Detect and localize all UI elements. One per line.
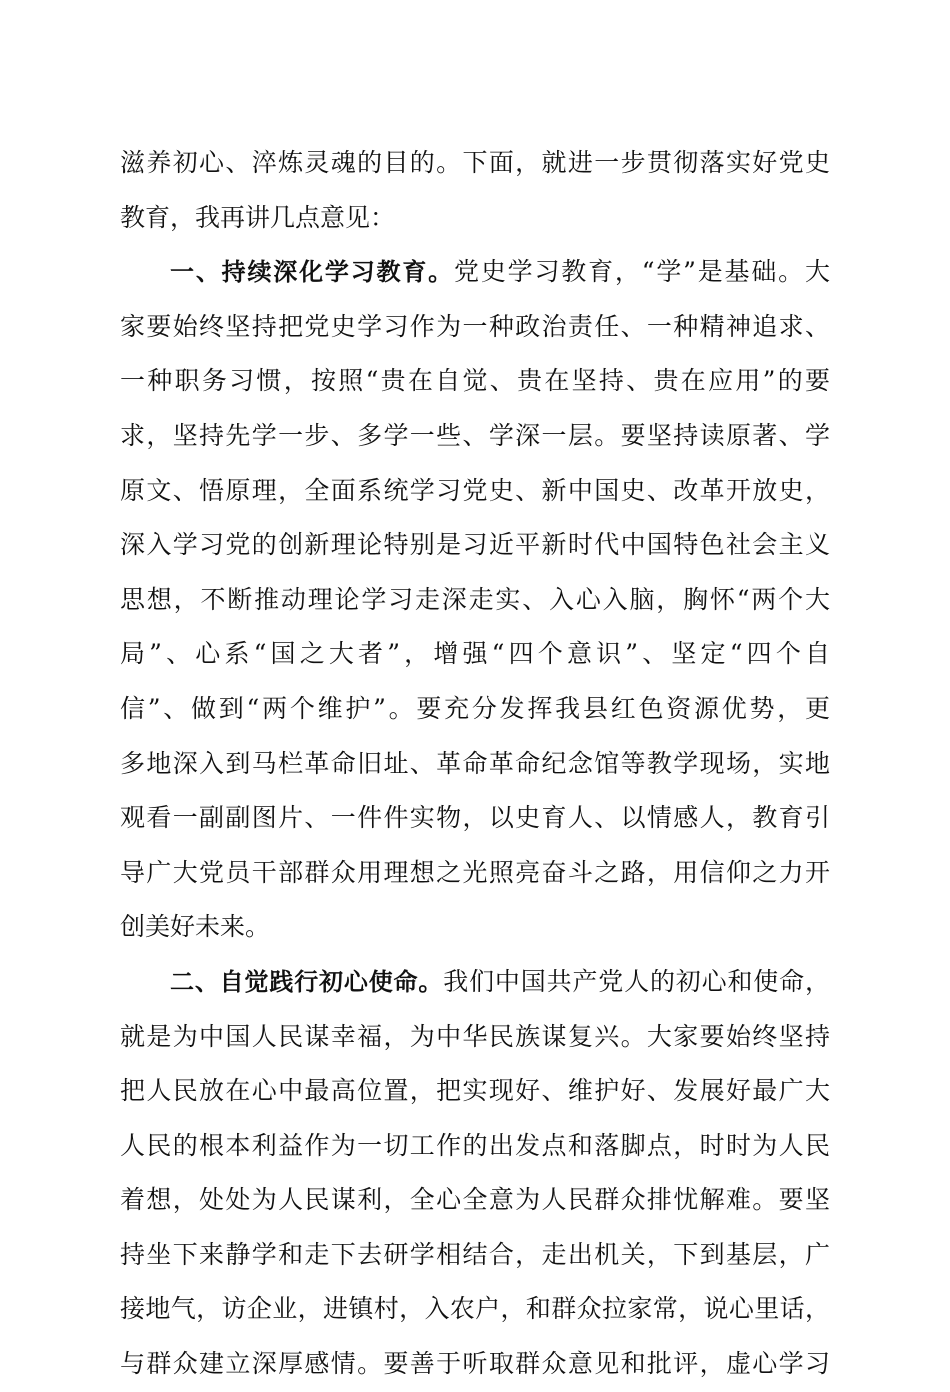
text-line: 着想，处处为人民谋利，全心全意为人民群众排忧解难。要坚 <box>120 1185 830 1215</box>
section-1-heading: 一、持续深化学习教育。 <box>170 258 454 287</box>
text-line: 创美好未来。 <box>120 912 271 942</box>
paragraph-intro <box>120 136 830 245</box>
text-line: 教育，我再讲几点意见： <box>120 202 396 232</box>
text-line: 就是为中国人民谋幸福，为中华民族谋复兴。大家要始终坚持 <box>120 1021 830 1051</box>
section-2-first-line-text: 我们中国共产党人的初心和使命， <box>443 966 830 996</box>
text-line: 家要始终坚持把党史学习作为一种政治责任、一种精神追求、 <box>120 311 830 341</box>
section-1-first-line-text: 党史学习教育，“学”是基础。大 <box>454 257 830 287</box>
text-line: 原文、悟原理，全面系统学习党史、新中国史、改革开放史， <box>120 475 830 505</box>
text-line: 持坐下来静学和走下去研学相结合，走出机关，下到基层，广 <box>120 1239 830 1269</box>
text-line: 思想，不断推动理论学习走深走实、入心入脑，胸怀“两个大 <box>120 584 830 614</box>
paragraph-section-2 <box>120 955 830 1392</box>
text-line: 求，坚持先学一步、多学一些、学深一层。要坚持读原著、学 <box>120 420 830 450</box>
text-line: 观看一副副图片、一件件实物，以史育人、以情感人，教育引 <box>120 803 830 833</box>
text-line: 滋养初心、淬炼灵魂的目的。下面，就进一步贯彻落实好党史 <box>120 148 830 177</box>
section-2-heading: 二、自觉践行初心使命。 <box>170 967 444 996</box>
document-body <box>120 136 830 1392</box>
paragraph-section-1 <box>120 245 830 955</box>
text-line: 导广大党员干部群众用理想之光照亮奋斗之路，用信仰之力开 <box>120 857 830 887</box>
text-line: 一种职务习惯，按照“贵在自觉、贵在坚持、贵在应用”的要 <box>120 366 830 396</box>
section-1-first-line <box>120 245 830 300</box>
text-line: 信”、做到“两个维护”。要充分发挥我县红色资源优势，更 <box>120 693 830 723</box>
text-line: 与群众建立深厚感情。要善于听取群众意见和批评，虚心学习 <box>120 1349 830 1379</box>
text-line: 人民的根本利益作为一切工作的出发点和落脚点，时时为人民 <box>120 1130 830 1160</box>
text-line: 多地深入到马栏革命旧址、革命革命纪念馆等教学现场，实地 <box>120 748 830 778</box>
text-line: 把人民放在心中最高位置，把实现好、维护好、发展好最广大 <box>120 1076 830 1106</box>
text-line: 接地气，访企业，进镇村，入农户，和群众拉家常，说心里话， <box>120 1294 830 1324</box>
text-line: 局”、心系“国之大者”，增强“四个意识”、坚定“四个自 <box>120 639 830 669</box>
text-line: 深入学习党的创新理论特别是习近平新时代中国特色社会主义 <box>120 530 830 560</box>
section-2-first-line <box>120 955 830 1010</box>
